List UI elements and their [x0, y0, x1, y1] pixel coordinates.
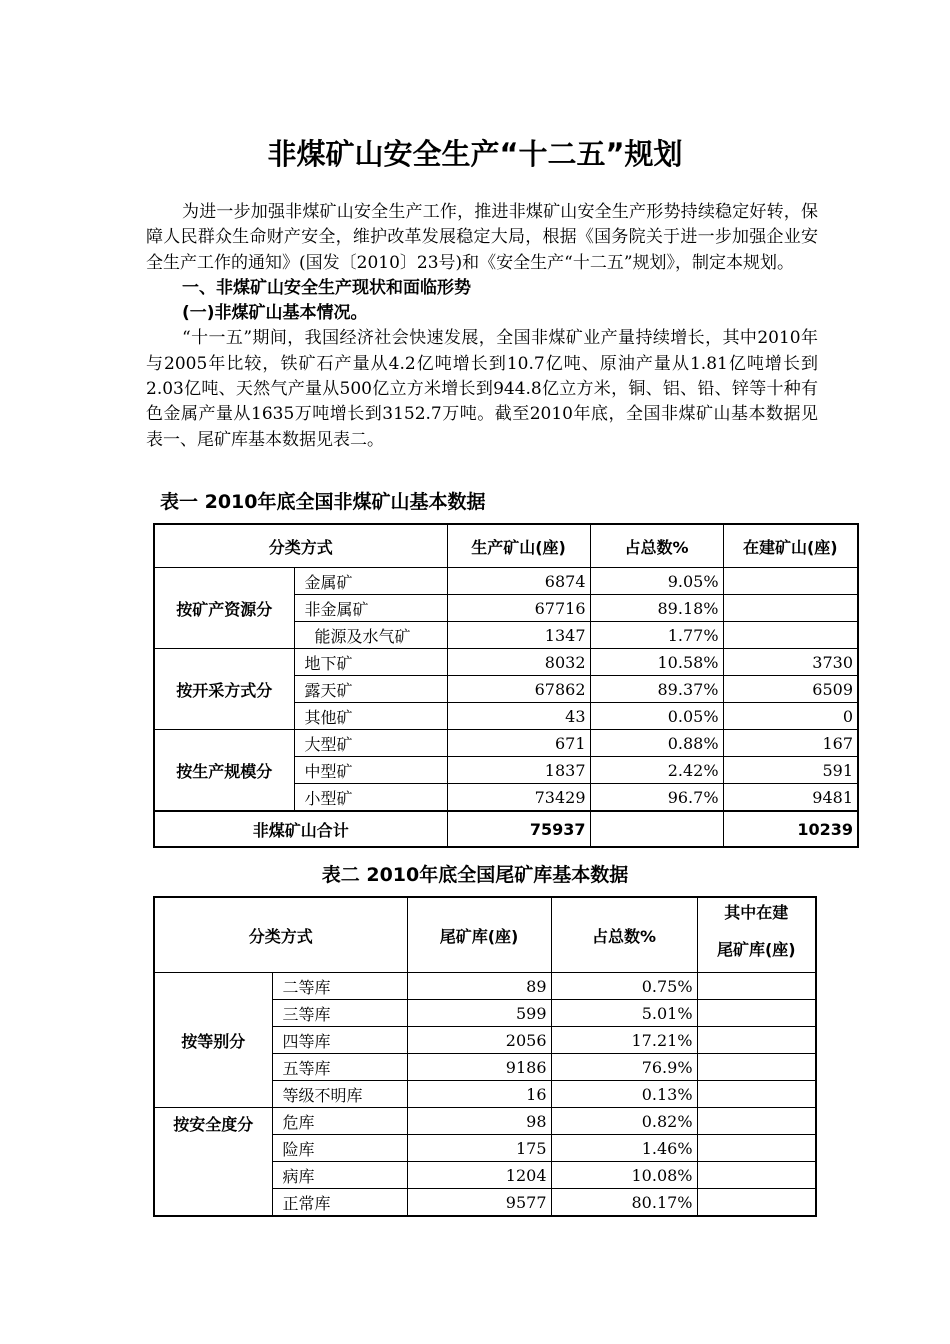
- row-label: 小型矿: [294, 784, 447, 812]
- count-cell: 73429: [447, 784, 590, 812]
- table2-caption: 表二 2010年底全国尾矿库基本数据: [321, 864, 629, 886]
- total-label: 非煤矿山合计: [154, 811, 447, 847]
- row-label: 非金属矿: [294, 595, 447, 622]
- building-cell: [697, 1162, 816, 1189]
- percent-cell: 2.42%: [590, 757, 723, 784]
- percent-cell: 1.46%: [551, 1135, 697, 1162]
- total-building: 10239: [723, 811, 858, 847]
- row-label: 危库: [272, 1108, 407, 1135]
- group-label: 按安全度分: [154, 1108, 272, 1217]
- section-heading: 一、非煤矿山安全生产现状和面临形势: [182, 277, 471, 298]
- row-label: 地下矿: [294, 649, 447, 676]
- group-label: 按生产规模分: [154, 730, 294, 812]
- building-cell: 591: [723, 757, 858, 784]
- intro-paragraph: 为进一步加强非煤矿山安全生产工作，推进非煤矿山安全生产形势持续稳定好转，保障人民群众生命财产安全，维护改革发展稳定大局，根据《国务院关于进一步加强企业安全生产工作的通知》(国发〔2010〕23号)和《安全生产“十二五”规划》，制定本规划。: [146, 202, 818, 273]
- count-cell: 9577: [407, 1189, 551, 1217]
- building-cell: [697, 1081, 816, 1108]
- percent-cell: 96.7%: [590, 784, 723, 812]
- percent-cell: 89.37%: [590, 676, 723, 703]
- header-percent: 占总数%: [551, 897, 697, 973]
- percent-cell: 10.08%: [551, 1162, 697, 1189]
- row-label: 露天矿: [294, 676, 447, 703]
- row-label: 险库: [272, 1135, 407, 1162]
- subsection-heading: (一)非煤矿山基本情况。: [182, 303, 368, 324]
- count-cell: 98: [407, 1108, 551, 1135]
- row-label: 病库: [272, 1162, 407, 1189]
- table-header-row: [154, 524, 858, 568]
- percent-cell: 0.13%: [551, 1081, 697, 1108]
- header-count: 尾矿库(座): [407, 897, 551, 973]
- total-percent: [590, 811, 723, 847]
- mines-table: [153, 523, 859, 848]
- table-row: [154, 568, 858, 595]
- header-building-line1: 其中在建: [724, 903, 789, 922]
- count-cell: 9186: [407, 1054, 551, 1081]
- building-cell: [697, 1027, 816, 1054]
- building-cell: [697, 1108, 816, 1135]
- header-building: 在建矿山(座): [723, 524, 858, 568]
- row-label: 金属矿: [294, 568, 447, 595]
- tailings-table: [153, 896, 817, 1217]
- count-cell: 2056: [407, 1027, 551, 1054]
- percent-cell: 76.9%: [551, 1054, 697, 1081]
- group-label: 按矿产资源分: [154, 568, 294, 649]
- body-paragraph: “十一五”期间，我国经济社会快速发展，全国非煤矿业产量持续增长，其中2010年与2005年比较，铁矿石产量从4.2亿吨增长到10.7亿吨、原油产量从1.81亿吨增长到2.03亿吨、天然气产量从500亿立方米增长到944.8亿立方米，铜、铝、铅、锌等十种有色金属产量从1635万吨增长到3152.7万吨。截至2010年底，全国非煤矿山基本数据见表一、尾矿库基本数据见表二。: [146, 328, 818, 450]
- percent-cell: 0.75%: [551, 973, 697, 1000]
- percent-cell: 5.01%: [551, 1000, 697, 1027]
- percent-cell: 80.17%: [551, 1189, 697, 1217]
- row-label: 大型矿: [294, 730, 447, 757]
- row-label: 等级不明库: [272, 1081, 407, 1108]
- count-cell: 43: [447, 703, 590, 730]
- percent-cell: 1.77%: [590, 622, 723, 649]
- building-cell: [697, 973, 816, 1000]
- count-cell: 1204: [407, 1162, 551, 1189]
- group-label: 按等别分: [154, 973, 272, 1108]
- row-label: 三等库: [272, 1000, 407, 1027]
- count-cell: 16: [407, 1081, 551, 1108]
- building-cell: 0: [723, 703, 858, 730]
- row-label: 能源及水气矿: [294, 622, 447, 649]
- building-cell: [697, 1054, 816, 1081]
- percent-cell: 9.05%: [590, 568, 723, 595]
- table-header-row: [154, 897, 816, 973]
- percent-cell: 10.58%: [590, 649, 723, 676]
- header-producing: 生产矿山(座): [447, 524, 590, 568]
- building-cell: [723, 595, 858, 622]
- table-row: [154, 649, 858, 676]
- count-cell: 1837: [447, 757, 590, 784]
- total-count: 75937: [447, 811, 590, 847]
- header-building-line2: 尾矿库(座): [716, 940, 796, 959]
- row-label: 中型矿: [294, 757, 447, 784]
- count-cell: 67716: [447, 595, 590, 622]
- count-cell: 67862: [447, 676, 590, 703]
- count-cell: 8032: [447, 649, 590, 676]
- table-row: [154, 730, 858, 757]
- count-cell: 671: [447, 730, 590, 757]
- row-label: 其他矿: [294, 703, 447, 730]
- row-label: 正常库: [272, 1189, 407, 1217]
- building-cell: [697, 1000, 816, 1027]
- building-cell: [723, 568, 858, 595]
- intro-block: [146, 200, 818, 453]
- building-cell: 167: [723, 730, 858, 757]
- percent-cell: 17.21%: [551, 1027, 697, 1054]
- count-cell: 599: [407, 1000, 551, 1027]
- building-cell: 6509: [723, 676, 858, 703]
- row-label: 五等库: [272, 1054, 407, 1081]
- percent-cell: 0.05%: [590, 703, 723, 730]
- row-label: 四等库: [272, 1027, 407, 1054]
- building-cell: 3730: [723, 649, 858, 676]
- building-cell: 9481: [723, 784, 858, 812]
- row-label: 二等库: [272, 973, 407, 1000]
- table-row: [154, 1108, 816, 1135]
- building-cell: [697, 1189, 816, 1217]
- percent-cell: 89.18%: [590, 595, 723, 622]
- count-cell: 1347: [447, 622, 590, 649]
- table-row: [154, 973, 816, 1000]
- header-category: 分类方式: [154, 524, 447, 568]
- count-cell: 175: [407, 1135, 551, 1162]
- group-label: 按开采方式分: [154, 649, 294, 730]
- header-percent: 占总数%: [590, 524, 723, 568]
- building-cell: [723, 622, 858, 649]
- document-title: 非煤矿山安全生产“十二五”规划: [267, 137, 683, 171]
- total-row: [154, 811, 858, 847]
- header-category: 分类方式: [154, 897, 407, 973]
- table1-caption: 表一 2010年底全国非煤矿山基本数据: [160, 491, 486, 513]
- building-cell: [697, 1135, 816, 1162]
- percent-cell: 0.82%: [551, 1108, 697, 1135]
- count-cell: 89: [407, 973, 551, 1000]
- percent-cell: 0.88%: [590, 730, 723, 757]
- header-building: [697, 897, 816, 973]
- count-cell: 6874: [447, 568, 590, 595]
